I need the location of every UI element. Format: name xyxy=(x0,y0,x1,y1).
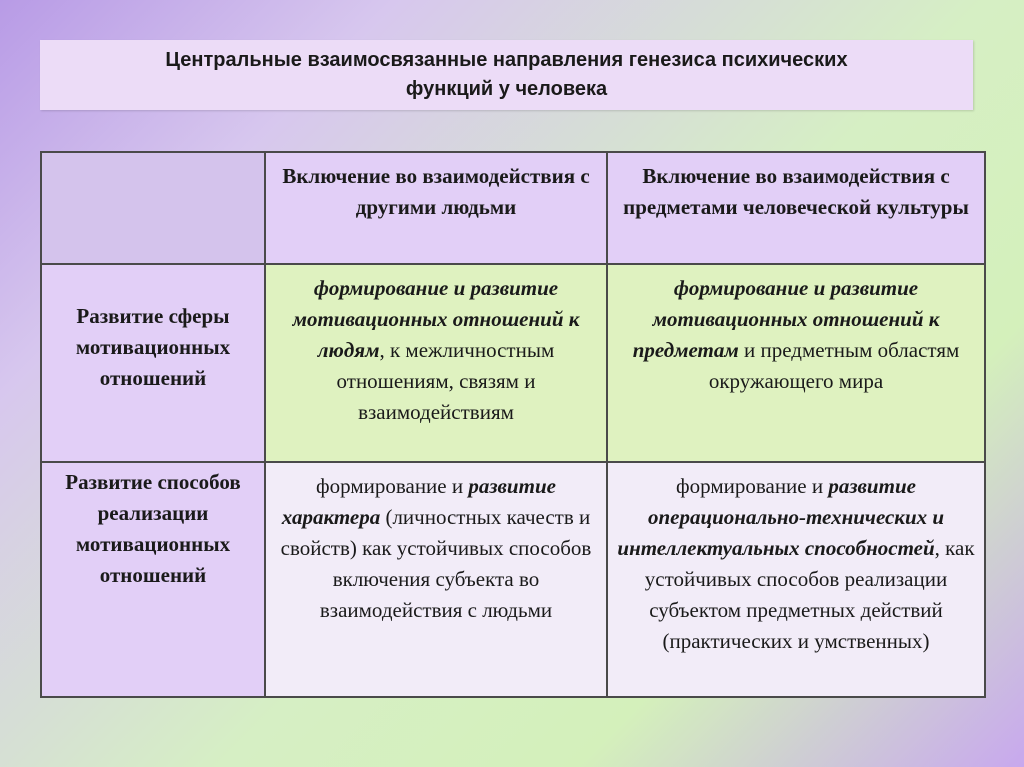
row-header-realization: Развитие способов реализации мотивационных отношений xyxy=(41,462,265,697)
emphasis-text: развитие операционально-технических и интеллектуальных способностей xyxy=(617,474,945,560)
column-header-culture: Включение во взаимодействия с предметами человеческой культуры xyxy=(607,152,985,264)
cell-text: и предметным областям окружающего мира xyxy=(708,338,960,393)
cell-realization-culture xyxy=(607,462,985,697)
emphasis-text: развитие характера xyxy=(281,474,556,529)
cell-text: (личностных качеств и свойств) как устойчивых способов включения субъекта во взаимодействия с людьми xyxy=(280,505,592,622)
cell-text: , к межличностным отношениям, связям и взаимодействиям xyxy=(336,338,555,424)
table-row xyxy=(41,462,985,697)
corner-cell xyxy=(41,152,265,264)
cell-text: формирование и xyxy=(316,474,469,498)
column-header-people: Включение во взаимодействия с другими людьми xyxy=(265,152,607,264)
row-header-motivation: Развитие сферы мотивационных отношений xyxy=(41,264,265,462)
cell-realization-people xyxy=(265,462,607,697)
cell-motivation-people xyxy=(265,264,607,462)
header-row xyxy=(41,152,985,264)
page-title: Центральные взаимосвязанные направления генезиса психических функций у человека xyxy=(165,49,848,100)
emphasis-text: формирование и развитие мотивационных отношений к предметам xyxy=(632,276,940,362)
cell-motivation-culture xyxy=(607,264,985,462)
comparison-table xyxy=(40,151,986,698)
emphasis-text: формирование и развитие мотивационных отношений к людям xyxy=(292,276,580,362)
title-banner xyxy=(40,40,973,110)
cell-text: , как устойчивых способов реализации субъектом предметных действий (практических и умственных) xyxy=(644,536,975,653)
table-row xyxy=(41,264,985,462)
cell-text: формирование и xyxy=(676,474,829,498)
